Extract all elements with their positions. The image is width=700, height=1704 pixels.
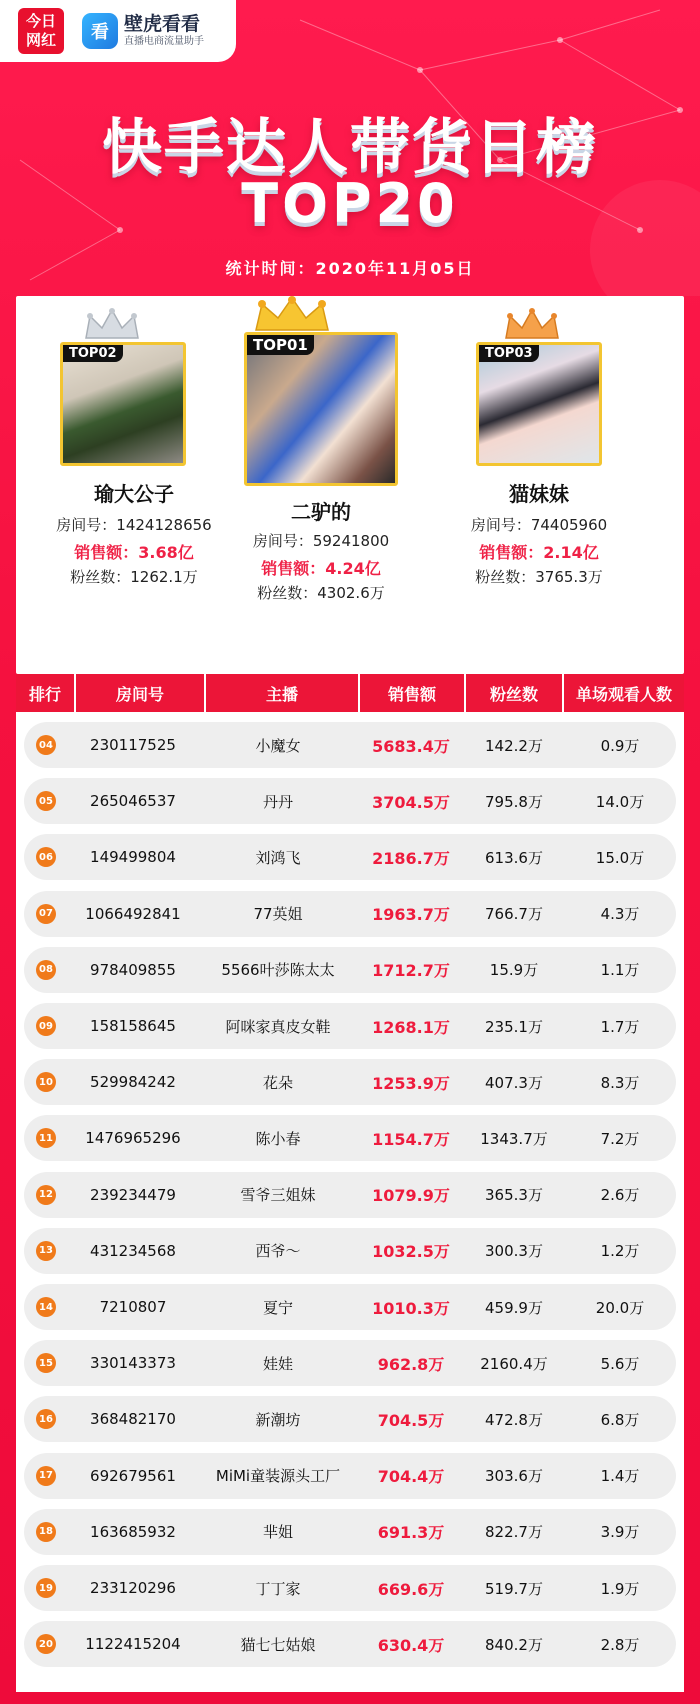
- header-sales: 销售额: [360, 674, 466, 712]
- sales-cell: 2186.7万: [372, 848, 450, 868]
- rank-badge: 14: [36, 1297, 56, 1317]
- sales-value: 4.24亿: [325, 559, 381, 578]
- room-number-top03: [466, 514, 612, 535]
- rank-badge: 04: [36, 735, 56, 755]
- room-cell: 265046537: [90, 792, 176, 811]
- page-subtitle: TOP20: [241, 172, 459, 235]
- sales-cell: 3704.5万: [372, 792, 450, 812]
- sales-top02: [34, 540, 234, 563]
- sales-cell: 704.5万: [377, 1410, 445, 1430]
- bronze-crown-icon: [502, 308, 562, 344]
- room-cell: 158158645: [90, 1017, 176, 1035]
- room-number-top01: [244, 530, 398, 551]
- sales-label: 销售额：: [74, 543, 139, 562]
- rank-tag-top02: TOP02: [63, 345, 123, 362]
- fans-cell: 472.8万: [485, 1410, 543, 1429]
- rank-cell: [24, 904, 68, 924]
- sales-cell: 691.3万: [377, 1523, 445, 1543]
- views-cell: 7.2万: [600, 1129, 640, 1148]
- ranking-table-header: [16, 674, 684, 712]
- views-cell: 5.6万: [600, 1354, 640, 1373]
- table-row: [24, 947, 676, 993]
- rank-badge: 08: [36, 960, 56, 980]
- sales-cell: 962.8万: [377, 1354, 445, 1374]
- bottom-decoration: [0, 1692, 700, 1704]
- rank-tag-top01: TOP01: [247, 335, 314, 355]
- rank-cell: [24, 1634, 68, 1654]
- sales-top01: [244, 556, 398, 579]
- sales-cell: 1032.5万: [372, 1242, 450, 1262]
- rank-cell: [24, 791, 68, 811]
- fans-cell: 766.7万: [485, 905, 543, 924]
- sales-cell: 669.6万: [377, 1579, 445, 1599]
- views-cell: 1.9万: [600, 1579, 640, 1598]
- host-cell: 丹丹: [262, 792, 293, 811]
- room-value: 59241800: [312, 532, 390, 550]
- sales-cell: 1079.9万: [372, 1186, 450, 1206]
- avatar-top01: [244, 332, 398, 486]
- table-row: [24, 1284, 676, 1330]
- fans-cell: 142.2万: [485, 736, 543, 755]
- jinri-logo-line1: 今日: [25, 12, 56, 30]
- rank-badge: 06: [36, 847, 56, 867]
- views-cell: 4.3万: [600, 905, 640, 924]
- fans-cell: 2160.4万: [480, 1354, 548, 1373]
- room-cell: 1476965296: [85, 1129, 181, 1148]
- fans-value: 1262.1万: [130, 568, 198, 586]
- rank-cell: [24, 960, 68, 980]
- views-cell: 6.8万: [600, 1410, 640, 1429]
- header-fans: 粉丝数: [466, 674, 564, 712]
- rank-cell: [24, 1016, 68, 1036]
- rank-cell: [24, 1297, 68, 1317]
- rank-cell: [24, 1072, 68, 1092]
- rank-cell: [24, 1185, 68, 1205]
- rank-cell: [24, 735, 68, 755]
- fans-cell: 1343.7万: [480, 1129, 548, 1148]
- host-cell: 小魔女: [255, 736, 301, 755]
- room-value: 74405960: [530, 516, 608, 534]
- host-cell: 夏宁: [262, 1298, 293, 1317]
- fans-top02: [34, 566, 234, 587]
- host-cell: 猫七七姑娘: [240, 1635, 316, 1654]
- rank-cell: [24, 847, 68, 867]
- fans-cell: 822.7万: [485, 1523, 543, 1542]
- table-row: [24, 1340, 676, 1386]
- host-cell: MiMi童装源头工厂: [215, 1467, 341, 1486]
- sales-label: 销售额：: [479, 543, 544, 562]
- bihu-kankan-logo-icon: 看: [82, 13, 118, 49]
- sales-label: 销售额：: [261, 559, 326, 578]
- rank-cell: [24, 1578, 68, 1598]
- rank-badge: 18: [36, 1522, 56, 1542]
- jinri-logo-text: [26, 12, 56, 50]
- room-cell: 149499804: [90, 848, 176, 867]
- room-cell: 368482170: [90, 1410, 176, 1429]
- host-cell: 5566叶莎陈太太: [221, 961, 335, 980]
- bihu-brand-slogan: 直播电商流量助手: [124, 36, 204, 47]
- sales-cell: 1268.1万: [372, 1017, 450, 1037]
- table-row: [24, 1509, 676, 1555]
- rank-badge: 10: [36, 1072, 56, 1092]
- table-row: [24, 1115, 676, 1161]
- room-label: 房间号：: [470, 516, 531, 534]
- views-cell: 1.7万: [600, 1017, 640, 1036]
- fans-top01: [244, 582, 398, 603]
- jinri-wanghong-logo: [18, 8, 64, 54]
- room-value: 1424128656: [116, 516, 212, 534]
- fans-cell: 300.3万: [485, 1242, 543, 1261]
- fans-cell: 613.6万: [485, 848, 543, 867]
- fans-label: 粉丝数：: [70, 568, 131, 586]
- sales-cell: 630.4万: [377, 1635, 445, 1655]
- fans-cell: 459.9万: [485, 1298, 543, 1317]
- room-cell: 230117525: [90, 736, 176, 754]
- header-rank: 排行: [16, 674, 76, 712]
- room-label: 房间号：: [56, 516, 117, 534]
- host-cell: 花朵: [262, 1073, 293, 1092]
- views-cell: 8.3万: [600, 1073, 640, 1092]
- views-cell: 2.6万: [600, 1186, 640, 1205]
- table-row: [24, 1228, 676, 1274]
- rank-tag-top03: TOP03: [479, 345, 539, 362]
- views-cell: 15.0万: [595, 848, 645, 867]
- table-row: [24, 1396, 676, 1442]
- rank-cell: [24, 1466, 68, 1486]
- rank-badge: 13: [36, 1241, 56, 1261]
- room-cell: 431234568: [90, 1241, 176, 1260]
- fans-cell: 235.1万: [485, 1017, 543, 1036]
- table-row: [24, 722, 676, 768]
- gold-crown-icon: [252, 296, 332, 336]
- fans-cell: 519.7万: [485, 1579, 543, 1598]
- sales-cell: 5683.4万: [372, 736, 450, 756]
- fans-top03: [466, 566, 612, 587]
- fans-cell: 303.6万: [485, 1467, 543, 1486]
- table-row: [24, 1059, 676, 1105]
- views-cell: 2.8万: [600, 1635, 640, 1654]
- room-cell: 1122415204: [85, 1635, 181, 1654]
- room-cell: 163685932: [90, 1522, 176, 1541]
- bihu-brand-name: 壁虎看看: [124, 13, 201, 35]
- rank-badge: 11: [36, 1128, 56, 1148]
- table-row: [24, 1172, 676, 1218]
- host-cell: 陈小春: [255, 1129, 301, 1148]
- rank-badge: 16: [36, 1409, 56, 1429]
- rank-cell: [24, 1128, 68, 1148]
- podium-top01: [244, 296, 454, 626]
- table-row: [24, 1003, 676, 1049]
- ranking-table-body: [16, 712, 684, 1692]
- page-title: 快手达人带货日榜: [102, 113, 598, 183]
- host-cell: 新潮坊: [255, 1410, 301, 1429]
- sales-cell: 704.4万: [377, 1467, 445, 1487]
- room-cell: 1066492841: [85, 904, 181, 923]
- rank-badge: 09: [36, 1016, 56, 1036]
- fans-value: 3765.3万: [535, 568, 603, 586]
- header-views: 单场观看人数: [575, 684, 672, 704]
- fans-value: 4302.6万: [317, 584, 385, 602]
- sales-cell: 1253.9万: [372, 1073, 450, 1093]
- rank-badge: 17: [36, 1466, 56, 1486]
- host-cell: 娃娃: [262, 1354, 293, 1373]
- host-cell: 77英姐: [253, 905, 303, 924]
- views-cell: 14.0万: [595, 792, 645, 811]
- header-room: 房间号: [76, 674, 206, 712]
- fans-label: 粉丝数：: [257, 584, 318, 602]
- host-cell: 西爷～: [255, 1242, 301, 1261]
- host-cell: 雪爷三姐妹: [240, 1186, 316, 1205]
- avatar-top02: [60, 342, 186, 466]
- table-row: [24, 891, 676, 937]
- top3-podium: [16, 296, 684, 674]
- table-row: [24, 1621, 676, 1667]
- header-host: 主播: [206, 674, 360, 712]
- views-cell: 1.4万: [600, 1467, 640, 1486]
- fans-cell: 15.9万: [489, 961, 539, 980]
- table-row: [24, 1565, 676, 1611]
- silver-crown-icon: [82, 308, 142, 344]
- sales-cell: 1154.7万: [372, 1129, 450, 1149]
- host-name-top01: 二驴的: [291, 500, 351, 524]
- host-cell: 丁丁家: [255, 1579, 301, 1598]
- podium-top03: [466, 308, 666, 608]
- views-cell: 1.2万: [600, 1242, 640, 1261]
- rank-cell: [24, 1353, 68, 1373]
- bihu-kankan-logo-text: [124, 13, 204, 49]
- sales-cell: 1010.3万: [372, 1298, 450, 1318]
- sales-cell: 1963.7万: [372, 905, 450, 925]
- rank-badge: 07: [36, 904, 56, 924]
- fans-cell: 840.2万: [485, 1635, 543, 1654]
- table-row: [24, 1453, 676, 1499]
- room-label: 房间号：: [252, 532, 313, 550]
- rank-badge: 05: [36, 791, 56, 811]
- room-cell: 529984242: [90, 1073, 176, 1092]
- views-cell: 20.0万: [595, 1298, 645, 1317]
- page-header: [0, 0, 700, 296]
- rank-badge: 12: [36, 1185, 56, 1205]
- room-cell: 692679561: [90, 1466, 176, 1485]
- host-name-top03: 猫妹妹: [509, 482, 569, 506]
- sales-value: 2.14亿: [543, 543, 599, 562]
- table-row: [24, 778, 676, 824]
- views-cell: 3.9万: [600, 1523, 640, 1542]
- room-cell: 330143373: [90, 1354, 176, 1373]
- views-cell: 1.1万: [600, 961, 640, 980]
- rank-badge: 20: [36, 1634, 56, 1654]
- views-cell: 0.9万: [600, 736, 640, 755]
- rank-cell: [24, 1241, 68, 1261]
- host-cell: 芈姐: [262, 1523, 293, 1542]
- fans-label: 粉丝数：: [475, 568, 536, 586]
- fans-cell: 407.3万: [485, 1073, 543, 1092]
- fans-cell: 365.3万: [485, 1186, 543, 1205]
- room-number-top02: [34, 514, 234, 535]
- jinri-logo-line2: 网红: [25, 31, 56, 49]
- room-cell: 978409855: [90, 960, 176, 979]
- rank-cell: [24, 1522, 68, 1542]
- podium-top02: [34, 308, 234, 608]
- avatar-top03: [476, 342, 602, 466]
- table-row: [24, 834, 676, 880]
- statistics-date: 统计时间：2020年11月05日: [225, 259, 475, 278]
- sales-value: 3.68亿: [138, 543, 194, 562]
- rank-cell: [24, 1409, 68, 1429]
- host-cell: 刘鸿飞: [255, 848, 301, 867]
- sales-cell: 1712.7万: [372, 961, 450, 981]
- fans-cell: 795.8万: [485, 792, 543, 811]
- host-name-top02: 瑜大公子: [94, 482, 174, 506]
- rank-badge: 19: [36, 1578, 56, 1598]
- room-cell: 233120296: [90, 1579, 176, 1597]
- host-cell: 阿咪家真皮女鞋: [225, 1017, 331, 1036]
- room-cell: 7210807: [99, 1298, 167, 1316]
- sales-top03: [466, 540, 612, 563]
- rank-badge: 15: [36, 1353, 56, 1373]
- brand-logo-card: [0, 0, 236, 62]
- room-cell: 239234479: [90, 1185, 176, 1204]
